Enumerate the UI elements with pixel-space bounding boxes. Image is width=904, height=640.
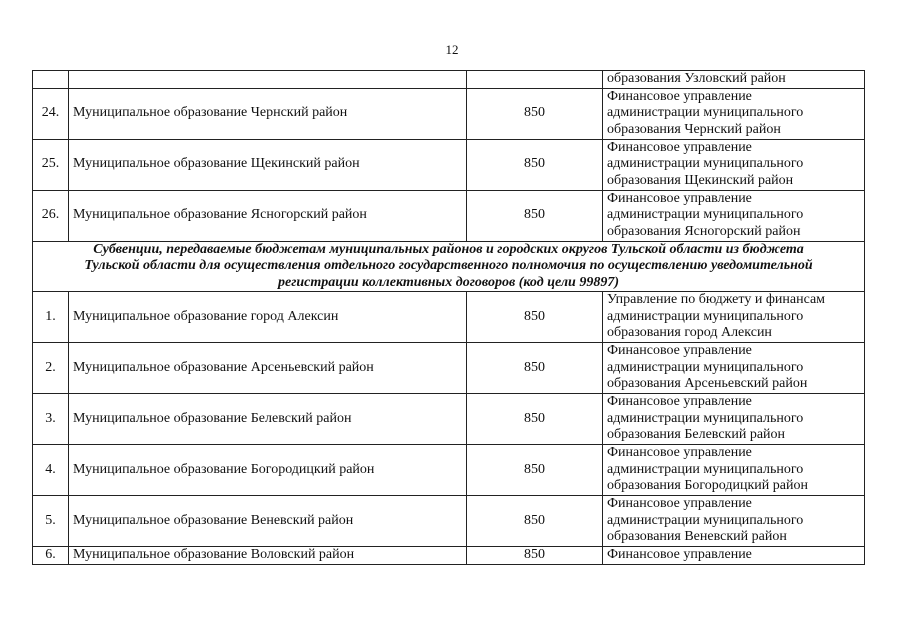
budget-code: 850 [467,292,603,343]
municipality-name: Муниципальное образование Щекинский район [69,139,467,190]
row-number: 5. [33,496,69,547]
row-number: 4. [33,445,69,496]
recipient: Управление по бюджету и финансам администрации муниципального образования город Алексин [603,292,865,343]
row-number: 6. [33,547,69,565]
recipient: Финансовое управление администрации муниципального образования Белевский район [603,394,865,445]
row-number: 2. [33,343,69,394]
row-number: 26. [33,190,69,241]
section-title: Субвенции, передаваемые бюджетам муниципальных районов и городских округов Тульской области из бюджета Тульской области для осуществления отдельного государственного полномочия по осуществлению уведомительной регистрации коллективных договоров (код цели 99897) [33,241,865,292]
recipient: Финансовое управление администрации муниципального образования Арсеньевский район [603,343,865,394]
recipient: Финансовое управление администрации муниципального образования Чернский район [603,88,865,139]
recipient: Финансовое управление администрации муниципального образования Щекинский район [603,139,865,190]
budget-code [467,71,603,89]
municipality-name: Муниципальное образование Воловский район [69,547,467,565]
municipality-name: Муниципальное образование город Алексин [69,292,467,343]
budget-code: 850 [467,394,603,445]
budget-code: 850 [467,139,603,190]
subsidy-table [32,70,865,565]
recipient: Финансовое управление администрации муниципального образования Веневский район [603,496,865,547]
budget-code: 850 [467,547,603,565]
table-row [33,496,865,547]
section-row [33,241,865,292]
budget-code: 850 [467,445,603,496]
recipient: Финансовое управление [603,547,865,565]
budget-code: 850 [467,190,603,241]
municipality-name [69,71,467,89]
municipality-name: Муниципальное образование Богородицкий район [69,445,467,496]
page-number: 12 [445,42,459,57]
table-row [33,71,865,89]
recipient: Финансовое управление администрации муниципального образования Ясногорский район [603,190,865,241]
municipality-name: Муниципальное образование Чернский район [69,88,467,139]
table-row [33,139,865,190]
table-row [33,394,865,445]
recipient: образования Узловский район [603,71,865,89]
municipality-name: Муниципальное образование Белевский район [69,394,467,445]
table-row [33,343,865,394]
table-row [33,547,865,565]
budget-code: 850 [467,343,603,394]
row-number: 24. [33,88,69,139]
budget-code: 850 [467,88,603,139]
row-number: 3. [33,394,69,445]
table-row [33,292,865,343]
row-number: 1. [33,292,69,343]
recipient: Финансовое управление администрации муниципального образования Богородицкий район [603,445,865,496]
municipality-name: Муниципальное образование Веневский район [69,496,467,547]
row-number: 25. [33,139,69,190]
table-row [33,445,865,496]
table-row [33,88,865,139]
municipality-name: Муниципальное образование Арсеньевский район [69,343,467,394]
table-body [33,71,865,565]
municipality-name: Муниципальное образование Ясногорский район [69,190,467,241]
row-number [33,71,69,89]
table-row [33,190,865,241]
budget-code: 850 [467,496,603,547]
